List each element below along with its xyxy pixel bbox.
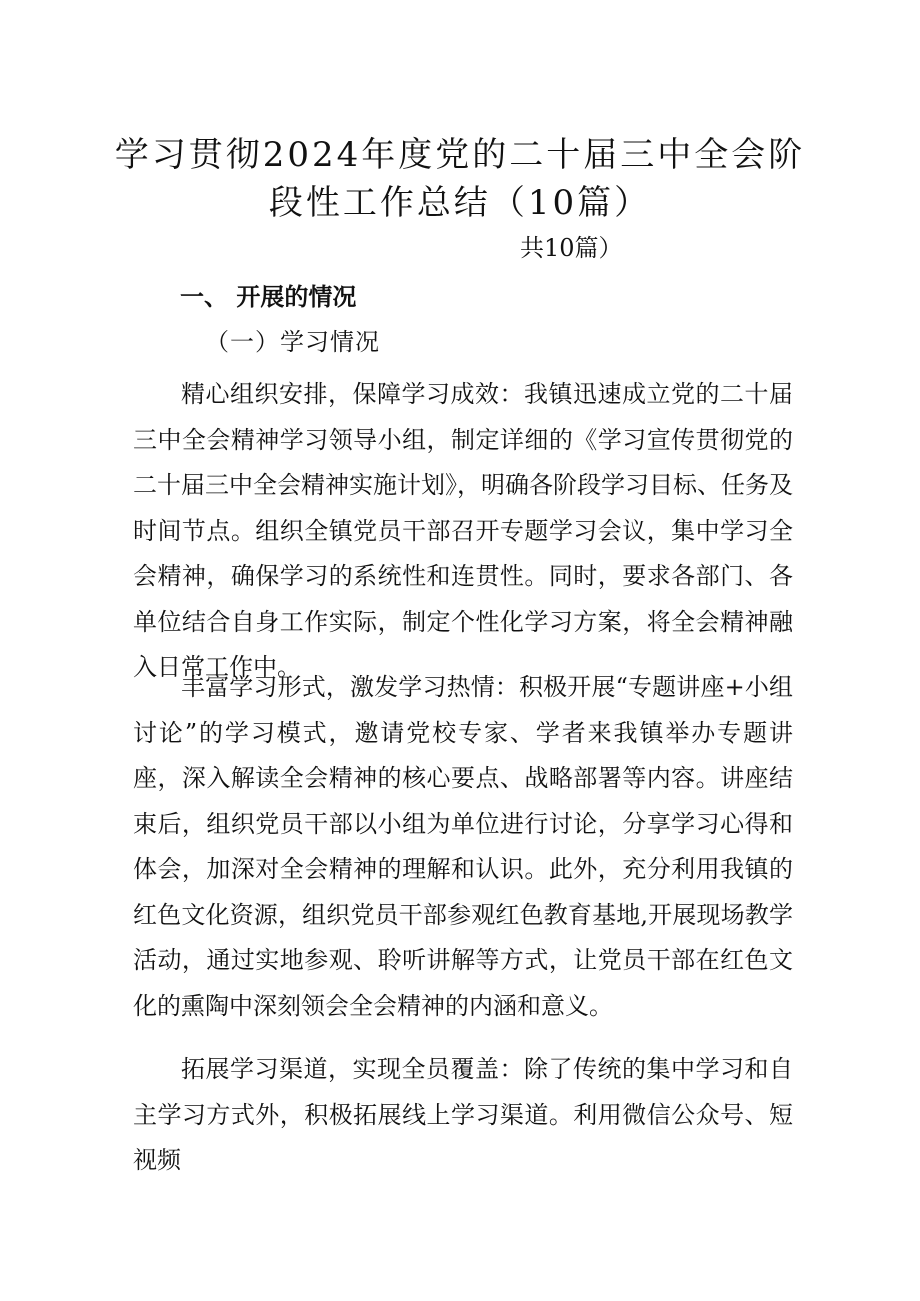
article-count: 共10篇） — [520, 234, 623, 262]
paragraph: 拓展学习渠道，实现全员覆盖：除了传统的集中学习和自主学习方式外，积极拓展线上学习渠道。利用微信公众号、短视频 — [133, 1055, 793, 1174]
paragraph: 丰富学习形式，激发学习热情：积极开展“专题讲座+小组讨论”的学习模式，邀请党校专家、学者来我镇举办专题讲座，深入解读全会精神的核心要点、战略部署等内容。讲座结束后，组织党员干部以小组为单位进行讨论，分享学习心得和体会，加深对全会精神的理解和认识。此外，充分利用我镇的红色文化资源，组织党员干部参观红色教育基地,开展现场教学活动，通过实地参观、聆听讲解等方式，让党员干部在红色文化的熏陶中深刻领会全会精神的内涵和意义。 — [133, 673, 793, 1020]
document-title: 学习贯彻2024年度党的二十届三中全会阶段性工作总结（10篇） — [114, 134, 806, 223]
section-heading: 一、 开展的情况 — [180, 283, 357, 311]
paragraph: 精心组织安排，保障学习成效：我镇迅速成立党的二十届三中全会精神学习领导小组，制定详细的《学习宣传贯彻党的二十届三中全会精神实施计划》，明确各阶段学习目标、任务及时间节点。组织全镇党员干部召开专题学习会议，集中学习全会精神，确保学习的系统性和连贯性。同时，要求各部门、各单位结合自身工作实际，制定个性化学习方案，将全会精神融入日常工作中。 — [133, 380, 793, 681]
subsection-heading: （一）学习情况 — [205, 328, 380, 356]
